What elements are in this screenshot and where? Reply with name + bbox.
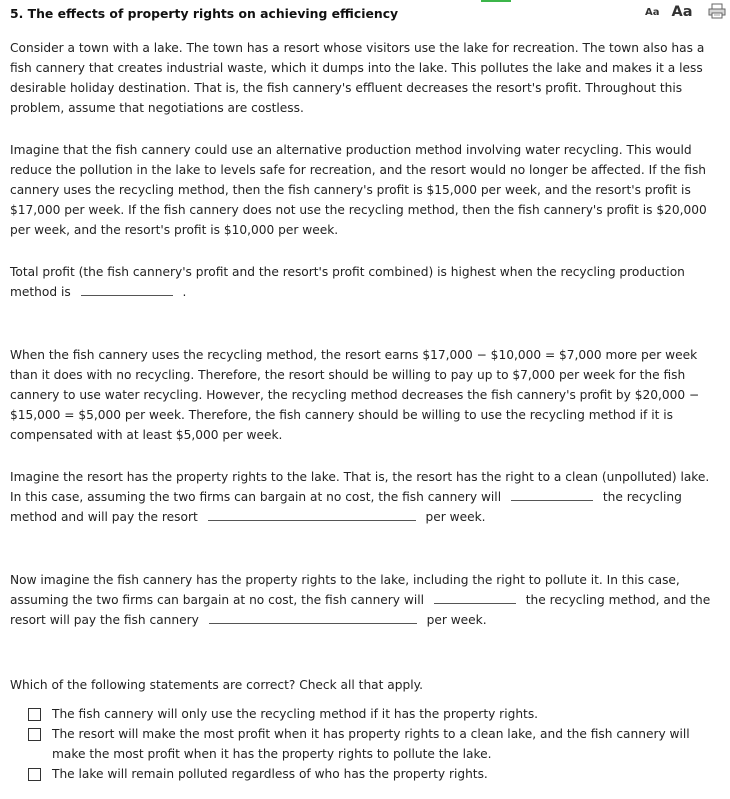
option-label: The lake will remain polluted regardless of who has the property rights.: [52, 767, 488, 781]
page-title: 5. The effects of property rights on achieving efficiency: [10, 6, 399, 21]
option-label: The fish cannery will only use the recycling method if it has the property rights.: [52, 707, 539, 721]
explanation-paragraph: When the fish cannery uses the recycling method, the resort earns $17,000 − $10,000 = $7,000 more per week than it does with no recycling. Therefore, the resort should be willing to pay up to $7,000 per week for the fish cannery to use water recycling. However, the recycling method decreases the fish cannery's profit by $20,000 − $15,000 = $5,000 per week. Therefore, the fish cannery should be willing to use the recycling method if it is compensated with at least $5,000 per week.: [10, 348, 700, 442]
increase-font-button[interactable]: Aa: [671, 4, 693, 20]
option-label: The resort will make the most profit when it has property rights to a clean lake, and the fish cannery will make the most profit when it has the property rights to pollute the lake.: [52, 727, 690, 761]
scenario-paragraph: Imagine that the fish cannery could use an alternative production method involving water recycling. This would reduce the pollution in the lake to levels safe for recreation, and the resort would no longer be affected. If the fish cannery uses the recycling method, then the fish cannery's profit is $15,000 per week, and the resort's profit is $17,000 per week. If the fish cannery does not use the recycling method, then the fish cannery's profit is $20,000 per week, and the resort's profit is $10,000 per week.: [10, 143, 707, 237]
cannery-rights-text-2: the recycling method, and the resort will pay the fish cannery: [10, 593, 711, 627]
print-icon[interactable]: [708, 3, 726, 19]
cannery-rights-use-dropdown[interactable]: [434, 591, 516, 604]
option-row[interactable]: [28, 704, 723, 724]
total-profit-question: [10, 262, 722, 302]
cannery-rights-question: [10, 570, 722, 630]
resort-rights-text-2: the recycling method and will pay the resort: [10, 490, 682, 524]
option-checkbox[interactable]: [28, 768, 41, 781]
resort-rights-question: [10, 467, 722, 527]
option-row[interactable]: [28, 724, 723, 764]
option-checkbox[interactable]: [28, 708, 41, 721]
cannery-rights-payment-dropdown[interactable]: [209, 611, 417, 624]
checkbox-question: Which of the following statements are correct? Check all that apply.: [10, 678, 423, 692]
option-row[interactable]: [28, 764, 723, 784]
font-size-controls: [645, 4, 693, 20]
resort-rights-payment-dropdown[interactable]: [208, 508, 416, 521]
decrease-font-button[interactable]: Aa: [645, 7, 660, 18]
progress-indicator: [481, 0, 511, 2]
period: .: [182, 285, 187, 299]
total-profit-text: Total profit (the fish cannery's profit and the resort's profit combined) is highest when the recycling production method is: [10, 265, 685, 299]
resort-rights-use-dropdown[interactable]: [511, 488, 593, 501]
cannery-rights-text-1: Now imagine the fish cannery has the property rights to the lake, including the right to pollute it. In this case, assuming the two firms can bargain at no cost, the fish cannery will: [10, 573, 680, 607]
resort-rights-text-3: per week.: [425, 510, 486, 524]
recycling-method-dropdown[interactable]: [81, 283, 173, 296]
resort-rights-text-1: Imagine the resort has the property rights to the lake. That is, the resort has the right to a clean (unpolluted) lake. In this case, assuming the two firms can bargain at no cost, the fish cannery will: [10, 470, 710, 504]
intro-paragraph: Consider a town with a lake. The town has a resort whose visitors use the lake for recreation. The town also has a fish cannery that creates industrial waste, which it dumps into the lake. This pollutes the lake and makes it a less desirable holiday destination. That is, the fish cannery's effluent decreases the resort's profit. Throughout this problem, assume that negotiations are costless.: [10, 41, 705, 115]
cannery-rights-text-3: per week.: [426, 613, 487, 627]
option-checkbox[interactable]: [28, 728, 41, 741]
